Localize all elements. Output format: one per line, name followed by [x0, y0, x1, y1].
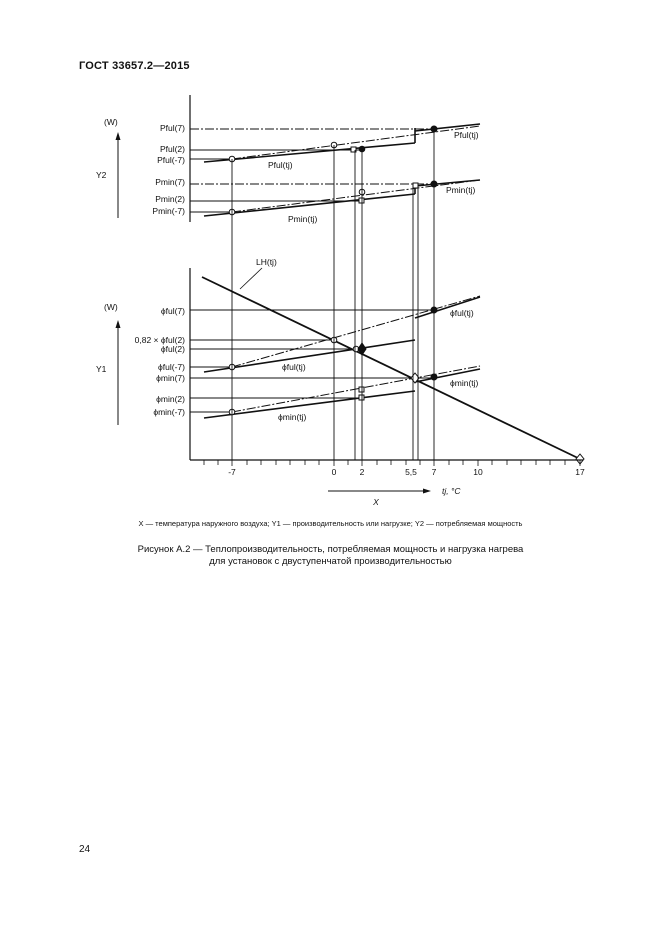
y2-label-pful-upper: Pful(tj): [454, 130, 479, 140]
x-tick-10: 10: [473, 467, 483, 477]
y1-tick-phimin-m7: ϕmin(-7): [153, 407, 185, 417]
figure-legend: X — температура наружного воздуха; Y1 — производительность или нагрузке; Y2 — потребляемая мощность: [138, 519, 523, 528]
x-tick-17: 17: [575, 467, 585, 477]
y1-unit: (W): [104, 302, 118, 312]
y2-tick-pmin-7: Pmin(7): [155, 177, 185, 187]
x-tick-m7: -7: [228, 467, 236, 477]
y1-phimin-dashed: [232, 366, 480, 412]
y2-label-pful-lower: Pful(tj): [268, 160, 293, 170]
y2-axis-name: Y2: [96, 170, 107, 180]
x-tick-7: 7: [431, 467, 437, 477]
y2-tick-pmin-m7: Pmin(-7): [152, 206, 185, 216]
y1-tick-phimin-7: ϕmin(7): [156, 373, 185, 383]
y2-pful-dashed: [232, 126, 480, 159]
standard-header: ГОСТ 33657.2—2015: [79, 60, 190, 72]
load-label-leader: [240, 268, 262, 289]
y2-label-pmin-upper: Pmin(tj): [446, 185, 476, 195]
y1-tick-phimin-2: ϕmin(2): [156, 394, 185, 404]
y1-tick-082-phiful-2: 0,82 × ϕful(2): [134, 335, 185, 345]
y2-pful-line: [204, 143, 415, 162]
y2-label-pmin-lower: Pmin(tj): [288, 214, 318, 224]
x-axis-unit: tj, °C: [442, 486, 461, 496]
x-axis-name: X: [373, 497, 379, 507]
y2-tick-pful-m7: Pful(-7): [157, 155, 185, 165]
y1-tick-phiful-7: ϕful(7): [160, 306, 185, 316]
y1-tick-phiful-m7: ϕful(-7): [158, 362, 185, 372]
x-tick-5-5: 5,5: [405, 467, 417, 477]
load-label: LH(tj): [256, 257, 277, 267]
x-arrow-head: [423, 489, 431, 494]
y1-label-phiful-lower: ϕful(tj): [282, 362, 306, 372]
y1-label-phiful-upper: ϕful(tj): [450, 308, 474, 318]
y1-marker-square: [359, 387, 364, 392]
caption-line-2: для установок с двуступенчатой производительностью: [209, 556, 452, 567]
y2-tick-pmin-2: Pmin(2): [155, 194, 185, 204]
x-tick-0: 0: [331, 467, 337, 477]
y2-tick-pful-7: Pful(7): [159, 123, 185, 133]
page-number: 24: [79, 844, 91, 855]
y2-pmin-dashed: [232, 180, 480, 212]
x-tick-2: 2: [359, 467, 365, 477]
figure-caption: [0, 544, 661, 568]
y1-axis-name: Y1: [96, 364, 107, 374]
y1-marker-square: [359, 395, 364, 400]
y2-pmin-line: [204, 194, 415, 216]
y2-marker-square: [359, 198, 364, 203]
y1-label-phimin-lower: ϕmin(tj): [278, 412, 307, 422]
y1-label-phimin-upper: ϕmin(tj): [450, 378, 479, 388]
y2-arrow-head: [116, 132, 121, 140]
y1-arrow-head: [116, 320, 121, 328]
y1-tick-phiful-2: ϕful(2): [160, 344, 185, 354]
y1-phimin-line: [204, 391, 415, 418]
y2-marker-square: [413, 183, 418, 188]
y2-tick-pful-2: Pful(2): [159, 144, 185, 154]
load-line: [202, 277, 580, 459]
caption-line-1: Рисунок А.2 — Теплопроизводительность, потребляемая мощность и нагрузка нагрева: [137, 544, 524, 555]
y1-phiful-dashed: [232, 296, 480, 367]
y2-unit: (W): [104, 117, 118, 127]
